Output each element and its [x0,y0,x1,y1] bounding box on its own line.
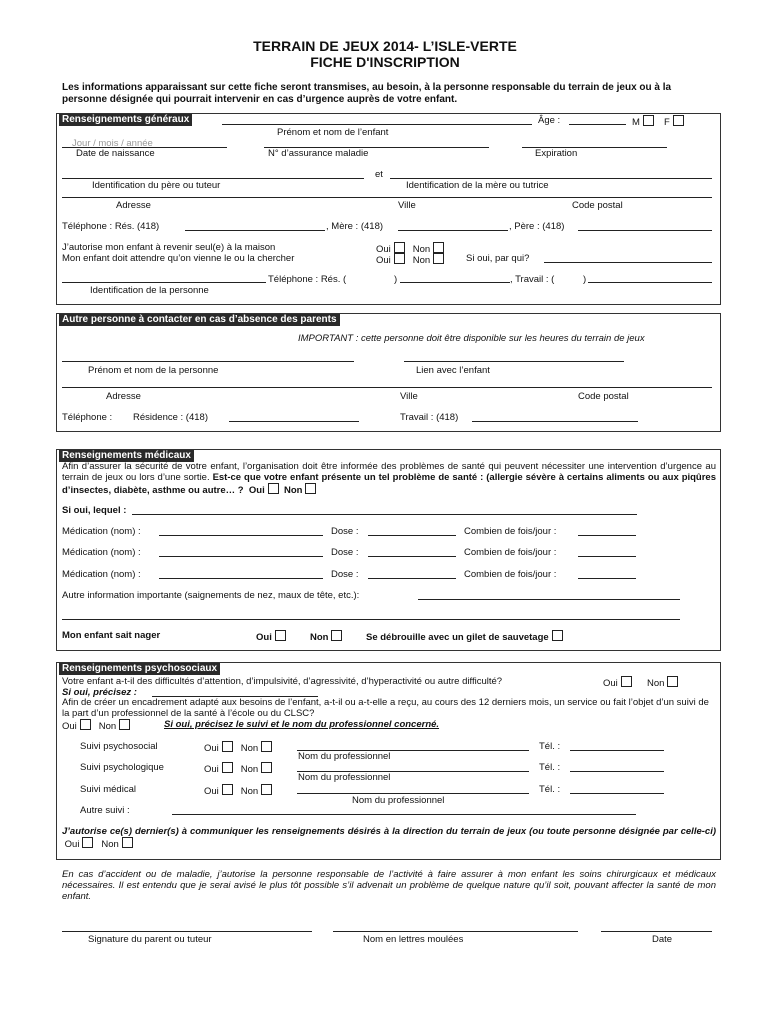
psychosocial-non-checkbox[interactable] [261,741,272,752]
contact-residence-label: Résidence : (418) [133,412,208,423]
authorization-oui-checkbox[interactable] [82,837,93,848]
oui-label: Oui [248,485,265,496]
person-work-label: , Travail : ( [510,274,555,285]
precisez-label: Si oui, précisez : [62,687,137,698]
f-label: F [664,117,670,128]
psychosocial-options [204,741,272,754]
form-subtitle: FICHE D'INSCRIPTION [310,54,460,70]
intro-text: Les informations apparaissant sur cette fiche seront transmises, au besoin, à la personne responsable du terrain de jeux ou à la personne désignée qui pourrait intervenir en cas d’urgence auprès de votre enfant. [62,82,672,105]
oui-label: Oui [603,678,618,689]
relation-field[interactable] [404,361,624,362]
address-field[interactable] [62,197,712,198]
birthdate-label: Date de naissance [76,148,155,159]
medical-paragraph [62,462,716,497]
swim-oui [256,630,286,643]
m-label: M [632,117,640,128]
pro-name-label-1: Nom du professionnel [298,751,391,762]
printed-name-field[interactable] [333,931,578,932]
expiration-label: Expiration [535,148,578,159]
medication-label-1: Médication (nom) : [62,526,141,537]
person-tel-res-field[interactable] [400,282,510,283]
dose-label-2: Dose : [331,547,359,558]
dose-field-2[interactable] [368,556,456,557]
oui-label: Oui [376,244,391,255]
sex-m [632,115,654,128]
form-title: TERRAIN DE JEUX 2014- L’ISLE-VERTE [253,38,517,54]
pro-name-label-3: Nom du professionnel [352,795,445,806]
mother-id-label: Identification de la mère ou tutrice [406,180,549,191]
contact-header: Autre personne à contacter en cas d’absence des parents [59,314,340,326]
return-oui-checkbox[interactable] [394,242,405,253]
non-label: Non [412,255,431,266]
person-work-field[interactable] [588,282,712,283]
difficulty-question: Votre enfant a-t-il des difficultés d’attention, d’impulsivité, d’agressivité, d’hyperactivité ou autre difficulté? [62,676,503,687]
medical-question: Est-ce que votre enfant présente un tel problème de santé : (allergie sévère à certains aliments ou aux piqûres d’insectes, diabète, asthme ou autre… ? [62,471,717,496]
swim-non [310,630,342,643]
contact-city-label: Ville [400,391,418,402]
contact-name-label: Prénom et nom de la personne [88,365,219,376]
which-label: Si oui, lequel : [62,505,127,516]
contact-postal-label: Code postal [578,391,629,402]
life-jacket [366,630,563,643]
psychological-oui-checkbox[interactable] [222,762,233,773]
father-id-field[interactable] [62,178,364,179]
medical-followup-oui-checkbox[interactable] [222,784,233,795]
f-checkbox[interactable] [673,115,684,126]
followup-non-checkbox[interactable] [119,719,130,730]
precisez-suivi: Si oui, précisez le suivi et le nom du professionnel concerné. [164,719,440,730]
sex-f [664,115,684,128]
father-id-label: Identification du père ou tuteur [92,180,221,191]
important-note: IMPORTANT : cette personne doit être disponible sur les heures du terrain de jeux [298,333,645,344]
non-label: Non [240,743,259,754]
medical-followup-pro-field[interactable] [297,793,529,794]
psychological-non-checkbox[interactable] [261,762,272,773]
swim-oui-checkbox[interactable] [275,630,286,641]
difficulty-non [647,676,678,689]
wait-oui-checkbox[interactable] [394,253,405,264]
insurance-label: N° d’assurance maladie [268,148,369,159]
oui-label: Oui [256,632,272,643]
non-label: Non [240,786,259,797]
life-jacket-checkbox[interactable] [552,630,563,641]
followup-oui-checkbox[interactable] [80,719,91,730]
contact-tel-label: Téléphone : [62,412,113,423]
life-jacket-label: Se débrouille avec un gilet de sauvetage [366,632,549,643]
non-label: Non [240,764,259,775]
other-info-label: Autre information importante (saignements de nez, maux de tête, etc.): [62,590,360,601]
dose-field-1[interactable] [368,535,456,536]
return-alone-label: J’autorise mon enfant à revenir seul(e) à la maison [62,242,276,253]
authorization-text: J’autorise ce(s) dernier(s) à communiquer les renseignements désirés à la direction du terrain de jeux (ou toute personne désignée par celle-ci) [62,826,716,837]
father-tel-field[interactable] [578,230,712,231]
non-label: Non [310,632,329,643]
printed-name-label: Nom en lettres moulées [363,934,464,945]
followup-options [62,719,130,732]
authorization-paragraph [62,826,716,850]
other-info-field[interactable] [418,599,680,600]
psychological-tel-field[interactable] [570,771,664,772]
swim-non-checkbox[interactable] [331,630,342,641]
frequency-label-2: Combien de fois/jour : [464,547,557,558]
paren-close-2: ) [583,274,587,285]
child-name-label: Prénom et nom de l’enfant [277,127,389,138]
psychosocial-label: Suivi psychosocial [80,741,158,752]
contact-address-label: Adresse [106,391,141,402]
medical-intro: Afin d’assurer la sécurité de votre enfant, l’organisation doit être informée des problèmes de santé qui peuvent nécessiter une intervention d’urgence au terrain de jeux ou lors d’une sortie. [62,461,716,483]
followup-paragraph: Afin de créer un encadrement adapté aux besoins de l’enfant, a-t-il ou a-t-elle a reçu, au cours des 12 derniers mois, un service ou fait l’objet d’un suivi de la part d’un professionnel de la santé à l’école ou du CLSC? [62,697,709,719]
date-placeholder: Jour / mois / année [72,138,153,149]
person-id-field[interactable] [62,282,266,283]
oui-label: Oui [204,743,219,754]
non-label: Non [412,244,431,255]
dose-field-3[interactable] [368,578,456,579]
medical-followup-label: Suivi médical [80,784,136,795]
dose-label-3: Dose : [331,569,359,580]
non-label: Non [98,721,117,732]
accident-paragraph: En cas d’accident ou de maladie, j’autorise la personne responsable de l’activité à faire assurer à mon enfant les soins chirurgicaux et médicaux nécessaires. Il est entendu que je serai avisé le plus tôt possible s’il advenait un problème de quelque nature qu’il soit, pouvant affecter la santé de mon enfant. [62,869,716,902]
wait-pickup-label: Mon enfant doit attendre qu’on vienne le ou la chercher [62,253,295,264]
by-whom-label: Si oui, par qui? [466,253,530,264]
date-field[interactable] [601,931,712,932]
swim-label: Mon enfant sait nager [62,630,161,641]
age-field[interactable] [569,124,626,125]
non-label: Non [647,678,665,689]
oui-label: Oui [204,764,219,775]
wait-pickup-options [376,253,444,266]
medical-oui-checkbox[interactable] [268,483,279,494]
wait-non-checkbox[interactable] [433,253,444,264]
medication-field-3[interactable] [159,578,323,579]
child-name-line[interactable] [222,124,532,125]
psychosocial-oui-checkbox[interactable] [222,741,233,752]
dose-label-1: Dose : [331,526,359,537]
contact-address-field[interactable] [62,387,712,388]
medical-followup-tel-label: Tél. : [539,784,561,795]
frequency-field-1[interactable] [578,535,636,536]
difficulty-non-checkbox[interactable] [667,676,678,687]
oui-label: Oui [376,255,391,266]
other-followup-label: Autre suivi : [80,805,130,816]
address-label: Adresse [116,200,151,211]
father-tel-label: , Père : (418) [509,221,565,232]
medical-followup-non-checkbox[interactable] [261,784,272,795]
contact-work-label: Travail : (418) [400,412,459,423]
medical-followup-options [204,784,272,797]
oui-label: Oui [204,786,219,797]
frequency-label-3: Combien de fois/jour : [464,569,557,580]
paren-close: ) [394,274,398,285]
other-followup-field[interactable] [172,814,636,815]
psychological-options [204,762,272,775]
mother-id-field[interactable] [390,178,712,179]
psychosocial-tel-label: Tél. : [539,741,561,752]
medication-label-2: Médication (nom) : [62,547,141,558]
which-field[interactable] [132,514,637,515]
m-checkbox[interactable] [643,115,654,126]
tel-res-label: Téléphone : Rés. (418) [62,221,160,232]
difficulty-oui-checkbox[interactable] [621,676,632,687]
person-tel-res-label: Téléphone : Rés. ( [268,274,347,285]
contact-residence-field[interactable] [229,421,359,422]
general-info-header: Renseignements généraux [59,114,192,126]
medical-followup-tel-field[interactable] [570,793,664,794]
authorization-non-checkbox[interactable] [122,837,133,848]
mother-tel-field[interactable] [398,230,508,231]
frequency-field-3[interactable] [578,578,636,579]
frequency-label-1: Combien de fois/jour : [464,526,557,537]
psychological-label: Suivi psychologique [80,762,164,773]
medication-field-2[interactable] [159,556,323,557]
mother-tel-label: , Mère : (418) [326,221,384,232]
medical-non-checkbox[interactable] [305,483,316,494]
difficulty-oui [603,676,632,689]
frequency-field-2[interactable] [578,556,636,557]
non-label: Non [101,839,119,850]
pro-name-label-2: Nom du professionnel [298,772,391,783]
oui-label: Oui [62,721,77,732]
age-label: Âge : [538,115,561,126]
relation-label: Lien avec l’enfant [416,365,490,376]
city-label: Ville [398,200,416,211]
tel-res-field[interactable] [185,230,325,231]
psychosocial-header: Renseignements psychosociaux [59,663,220,675]
date-label: Date [652,934,673,945]
by-whom-field[interactable] [544,262,712,263]
oui-label: Oui [64,839,80,850]
et-label: et [375,169,383,180]
contact-name-field[interactable] [62,361,354,362]
psychosocial-tel-field[interactable] [570,750,664,751]
medical-header: Renseignements médicaux [59,450,194,462]
other-info-field-2[interactable] [62,619,680,620]
medication-label-3: Médication (nom) : [62,569,141,580]
signature-label: Signature du parent ou tuteur [88,934,212,945]
non-label: Non [284,485,303,496]
signature-field[interactable] [62,931,312,932]
contact-work-field[interactable] [472,421,638,422]
person-id-label: Identification de la personne [90,285,209,296]
return-non-checkbox[interactable] [433,242,444,253]
psychological-tel-label: Tél. : [539,762,561,773]
postal-code-label: Code postal [572,200,623,211]
medication-field-1[interactable] [159,535,323,536]
